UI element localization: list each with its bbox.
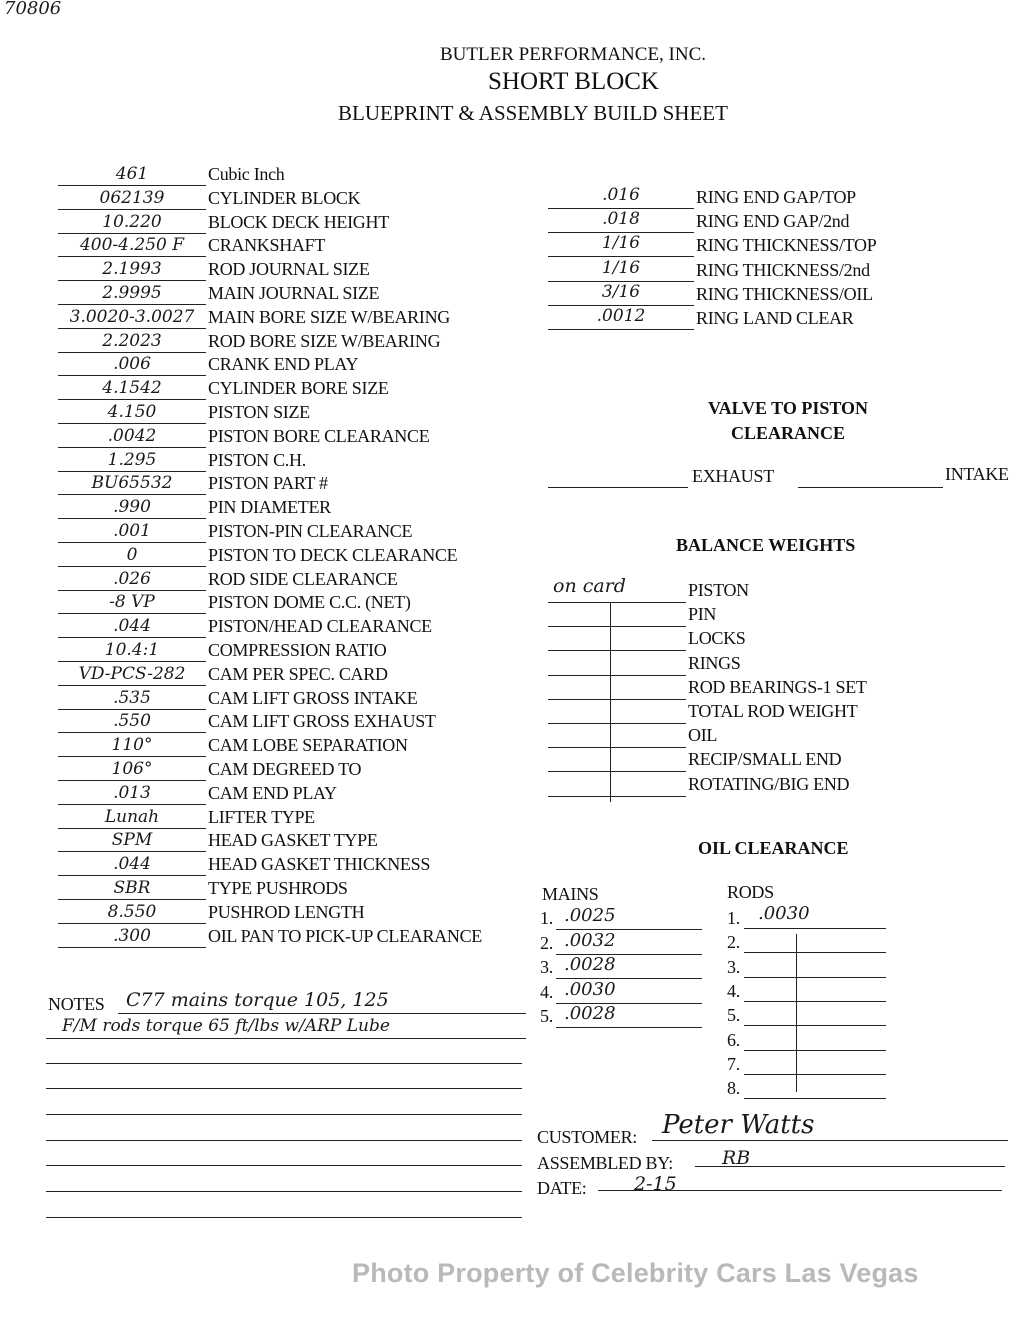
notes-rule: [46, 1063, 522, 1064]
spec-label: CAM LIFT GROSS EXHAUST: [208, 711, 436, 732]
ring-value: 3/16: [601, 281, 641, 302]
spec-label: ROD SIDE CLEARANCE: [208, 568, 398, 589]
rod-line: [744, 928, 886, 929]
spec-value: SBR: [113, 878, 151, 898]
date-value: 2-15: [634, 1173, 677, 1195]
assembled-by-label: ASSEMBLED BY:: [537, 1153, 673, 1173]
balance-line: [548, 747, 686, 748]
spec-value: 2.2023: [102, 330, 162, 351]
ditto-bracket: [610, 602, 611, 802]
balance-handwritten-note: on card: [553, 575, 626, 597]
spec-value: 110°: [111, 735, 153, 756]
spec-line: [58, 542, 206, 543]
ring-line: [548, 329, 694, 330]
spec-label: HEAD GASKET TYPE: [208, 830, 378, 851]
spec-line: [58, 280, 206, 281]
main-value: .0028: [564, 954, 616, 975]
spec-value: .044: [113, 854, 151, 875]
balance-item: PIN: [688, 604, 717, 625]
date-label: DATE:: [537, 1178, 587, 1198]
spec-value: 461: [115, 164, 149, 184]
spec-value: .990: [113, 497, 151, 518]
spec-value: Lunah: [104, 806, 160, 827]
rod-line: [744, 1025, 886, 1026]
spec-label: CAM LOBE SEPARATION: [208, 735, 408, 756]
spec-value: 4.150: [107, 402, 157, 422]
spec-label: MAIN JOURNAL SIZE: [208, 283, 380, 303]
rod-line: [744, 1001, 886, 1002]
notes-rule: [46, 1140, 522, 1141]
spec-line: [58, 566, 206, 567]
ring-label: RING END GAP/TOP: [696, 187, 856, 207]
spec-label: CYLINDER BLOCK: [208, 187, 361, 208]
balance-line: [548, 796, 686, 797]
spec-value: .535: [113, 687, 151, 708]
balance-item: ROTATING/BIG END: [688, 773, 850, 794]
spec-line: [58, 423, 206, 424]
spec-line: [58, 804, 206, 805]
balance-item: RECIP/SMALL END: [688, 749, 842, 770]
spec-line: [58, 828, 206, 829]
ring-label: RING THICKNESS/TOP: [696, 235, 877, 256]
spec-value: SPM: [111, 830, 153, 851]
spec-value: -8 VP: [109, 592, 155, 613]
rods-ditto-bracket: [796, 934, 797, 1092]
spec-value: .006: [113, 354, 151, 375]
spec-value: 4.1542: [102, 378, 162, 399]
spec-line: [58, 518, 206, 519]
rod-line: [744, 1050, 886, 1051]
balance-line: [548, 675, 686, 676]
customer-value: Peter Watts: [662, 1110, 815, 1140]
balance-line: [548, 771, 686, 772]
spec-line: [58, 637, 206, 638]
mains-label: MAINS: [542, 884, 599, 904]
spec-line: [58, 256, 206, 257]
main-line: [556, 1027, 702, 1028]
spec-value: 2.9995: [102, 283, 162, 303]
assembled-by-line: [695, 1166, 1005, 1167]
spec-line: [58, 899, 206, 900]
balance-item: LOCKS: [688, 628, 746, 649]
spec-line: [58, 947, 206, 948]
spec-label: CAM DEGREED TO: [208, 759, 362, 779]
exhaust-label: EXHAUST: [692, 466, 774, 486]
notes-rule: [46, 1165, 522, 1166]
main-number: 3.: [540, 957, 553, 977]
rod-number: 4.: [727, 980, 740, 1001]
balance-line: [548, 650, 686, 651]
spec-value: 1.295: [107, 449, 157, 470]
spec-line: [58, 590, 206, 591]
balance-item: RINGS: [688, 652, 741, 673]
spec-label: CAM END PLAY: [208, 782, 337, 803]
spec-line: [58, 780, 206, 781]
notes-line-2: F/M rods torque 65 ft/lbs w/ARP Lube: [62, 1016, 390, 1036]
spec-value: 400-4.250 F: [79, 235, 185, 256]
spec-value: .300: [113, 925, 151, 946]
notes-rule: [46, 1038, 526, 1039]
main-number: 4.: [540, 981, 553, 1002]
spec-line: [58, 375, 206, 376]
intake-line: [798, 487, 943, 488]
valve-to-piston-title-1: VALVE TO PISTON: [707, 398, 869, 418]
spec-line: [58, 304, 206, 305]
rod-number: 1.: [727, 908, 740, 928]
spec-label: PUSHROD LENGTH: [208, 901, 365, 922]
spec-line: [58, 756, 206, 757]
main-number: 2.: [540, 932, 553, 953]
spec-label: PISTON-PIN CLEARANCE: [208, 521, 413, 541]
spec-label: Cubic Inch: [208, 164, 285, 184]
watermark: Photo Property of Celebrity Cars Las Vegas: [352, 1258, 919, 1288]
spec-value: .026: [113, 568, 151, 589]
balance-line: [548, 626, 686, 627]
intake-label: INTAKE: [945, 464, 1009, 484]
spec-line: [58, 851, 206, 852]
spec-label: OIL PAN TO PICK-UP CLEARANCE: [208, 925, 482, 946]
balance-item: PISTON: [688, 580, 749, 600]
spec-label: COMPRESSION RATIO: [208, 640, 387, 660]
spec-label: PISTON C.H.: [208, 449, 306, 470]
company-name: BUTLER PERFORMANCE, INC.: [440, 44, 707, 65]
spec-value: .550: [113, 711, 151, 732]
notes-line-1: C77 mains torque 105, 125: [126, 989, 389, 1011]
customer-line: [652, 1140, 1008, 1141]
rod-number: 8.: [727, 1078, 740, 1099]
spec-label: LIFTER TYPE: [208, 806, 315, 827]
spec-line: [58, 352, 206, 353]
spec-line: [58, 209, 206, 210]
balance-line: [548, 602, 686, 603]
exhaust-line: [548, 487, 688, 488]
main-value: .0032: [564, 929, 616, 951]
date-line: [598, 1190, 1002, 1191]
rod-number: 2.: [727, 932, 740, 953]
notes-rule: [46, 1217, 522, 1218]
balance-item: OIL: [688, 725, 718, 746]
spec-label: MAIN BORE SIZE W/BEARING: [208, 306, 450, 327]
rod-line: [744, 952, 886, 953]
main-value: .0030: [564, 978, 616, 1000]
main-value: .0025: [564, 905, 616, 926]
balance-item: TOTAL ROD WEIGHT: [688, 701, 858, 721]
notes-rule: [118, 1013, 526, 1014]
ring-value: 1/16: [601, 257, 641, 278]
balance-item: ROD BEARINGS-1 SET: [688, 676, 867, 697]
spec-value: 062139: [99, 187, 165, 208]
spec-label: PISTON/HEAD CLEARANCE: [208, 616, 432, 637]
notes-label: NOTES: [48, 994, 105, 1014]
valve-to-piston-title-2: CLEARANCE: [730, 423, 845, 443]
rod-number: 6.: [727, 1029, 740, 1050]
corner-note: 70806: [4, 0, 62, 19]
ring-label: RING THICKNESS/2nd: [696, 259, 870, 280]
spec-label: ROD BORE SIZE W/BEARING: [208, 330, 441, 351]
rod-value: .0030: [758, 903, 810, 924]
spec-value: VD-PCS-282: [78, 663, 186, 684]
spec-label: PISTON TO DECK CLEARANCE: [208, 544, 458, 565]
spec-label: PISTON DOME C.C. (NET): [208, 592, 411, 613]
rod-line: [744, 1074, 886, 1075]
spec-line: [58, 661, 206, 662]
spec-line: [58, 732, 206, 733]
spec-value: BU65532: [91, 473, 173, 494]
spec-line: [58, 185, 206, 186]
spec-value: 8.550: [107, 901, 157, 922]
main-number: 1.: [540, 908, 553, 928]
rods-label: RODS: [727, 882, 774, 902]
rod-number: 3.: [727, 956, 740, 977]
spec-value: .001: [113, 521, 151, 541]
spec-label: CAM LIFT GROSS INTAKE: [208, 687, 418, 708]
spec-line: [58, 233, 206, 234]
notes-rule: [46, 1088, 522, 1089]
spec-label: PIN DIAMETER: [208, 497, 331, 518]
ring-label: RING THICKNESS/OIL: [696, 283, 873, 304]
spec-line: [58, 923, 206, 924]
notes-rule: [46, 1114, 522, 1115]
spec-line: [58, 471, 206, 472]
main-number: 5.: [540, 1006, 553, 1026]
spec-value: .013: [113, 782, 151, 803]
spec-line: [58, 328, 206, 329]
spec-line: [58, 447, 206, 448]
customer-label: CUSTOMER:: [537, 1127, 637, 1147]
assembled-by-value: RB: [722, 1147, 751, 1169]
spec-label: CRANK END PLAY: [208, 354, 359, 375]
spec-line: [58, 399, 206, 400]
spec-label: CRANKSHAFT: [208, 235, 326, 256]
rod-number: 5.: [727, 1005, 740, 1026]
ring-label: RING END GAP/2nd: [696, 211, 850, 232]
sheet-subtitle: BLUEPRINT & ASSEMBLY BUILD SHEET: [338, 101, 728, 125]
ring-value: .016: [602, 185, 640, 205]
spec-line: [58, 709, 206, 710]
spec-label: ROD JOURNAL SIZE: [208, 259, 370, 280]
balance-line: [548, 699, 686, 700]
spec-line: [58, 875, 206, 876]
spec-value: 2.1993: [102, 259, 162, 280]
notes-rule: [46, 1191, 522, 1192]
spec-label: BLOCK DECK HEIGHT: [208, 211, 389, 232]
main-value: .0028: [564, 1003, 616, 1024]
sheet-title: SHORT BLOCK: [488, 68, 659, 95]
rod-number: 7.: [727, 1053, 740, 1074]
spec-value: 0: [126, 544, 138, 565]
spec-label: HEAD GASKET THICKNESS: [208, 854, 431, 875]
spec-value: .0042: [107, 425, 157, 446]
spec-line: [58, 613, 206, 614]
spec-label: PISTON BORE CLEARANCE: [208, 425, 430, 446]
oil-clearance-title: OIL CLEARANCE: [698, 838, 849, 858]
balance-weights-title: BALANCE WEIGHTS: [676, 535, 856, 555]
spec-label: TYPE PUSHRODS: [208, 878, 348, 898]
spec-line: [58, 494, 206, 495]
spec-value: 106°: [111, 759, 153, 779]
spec-label: CYLINDER BORE SIZE: [208, 378, 389, 399]
ring-value: .0012: [596, 306, 646, 326]
spec-value: .044: [113, 616, 151, 637]
ring-label: RING LAND CLEAR: [696, 308, 854, 328]
ring-value: .018: [602, 209, 640, 230]
spec-value: 10.220: [102, 211, 162, 232]
rod-line: [744, 1098, 886, 1099]
spec-value: 10.4:1: [104, 640, 160, 660]
spec-label: PISTON SIZE: [208, 402, 310, 422]
spec-value: 3.0020-3.0027: [69, 306, 195, 327]
spec-line: [58, 685, 206, 686]
balance-line: [548, 723, 686, 724]
ring-value: 1/16: [601, 233, 641, 254]
rod-line: [744, 977, 886, 978]
spec-label: PISTON PART #: [208, 473, 328, 494]
spec-label: CAM PER SPEC. CARD: [208, 663, 388, 684]
